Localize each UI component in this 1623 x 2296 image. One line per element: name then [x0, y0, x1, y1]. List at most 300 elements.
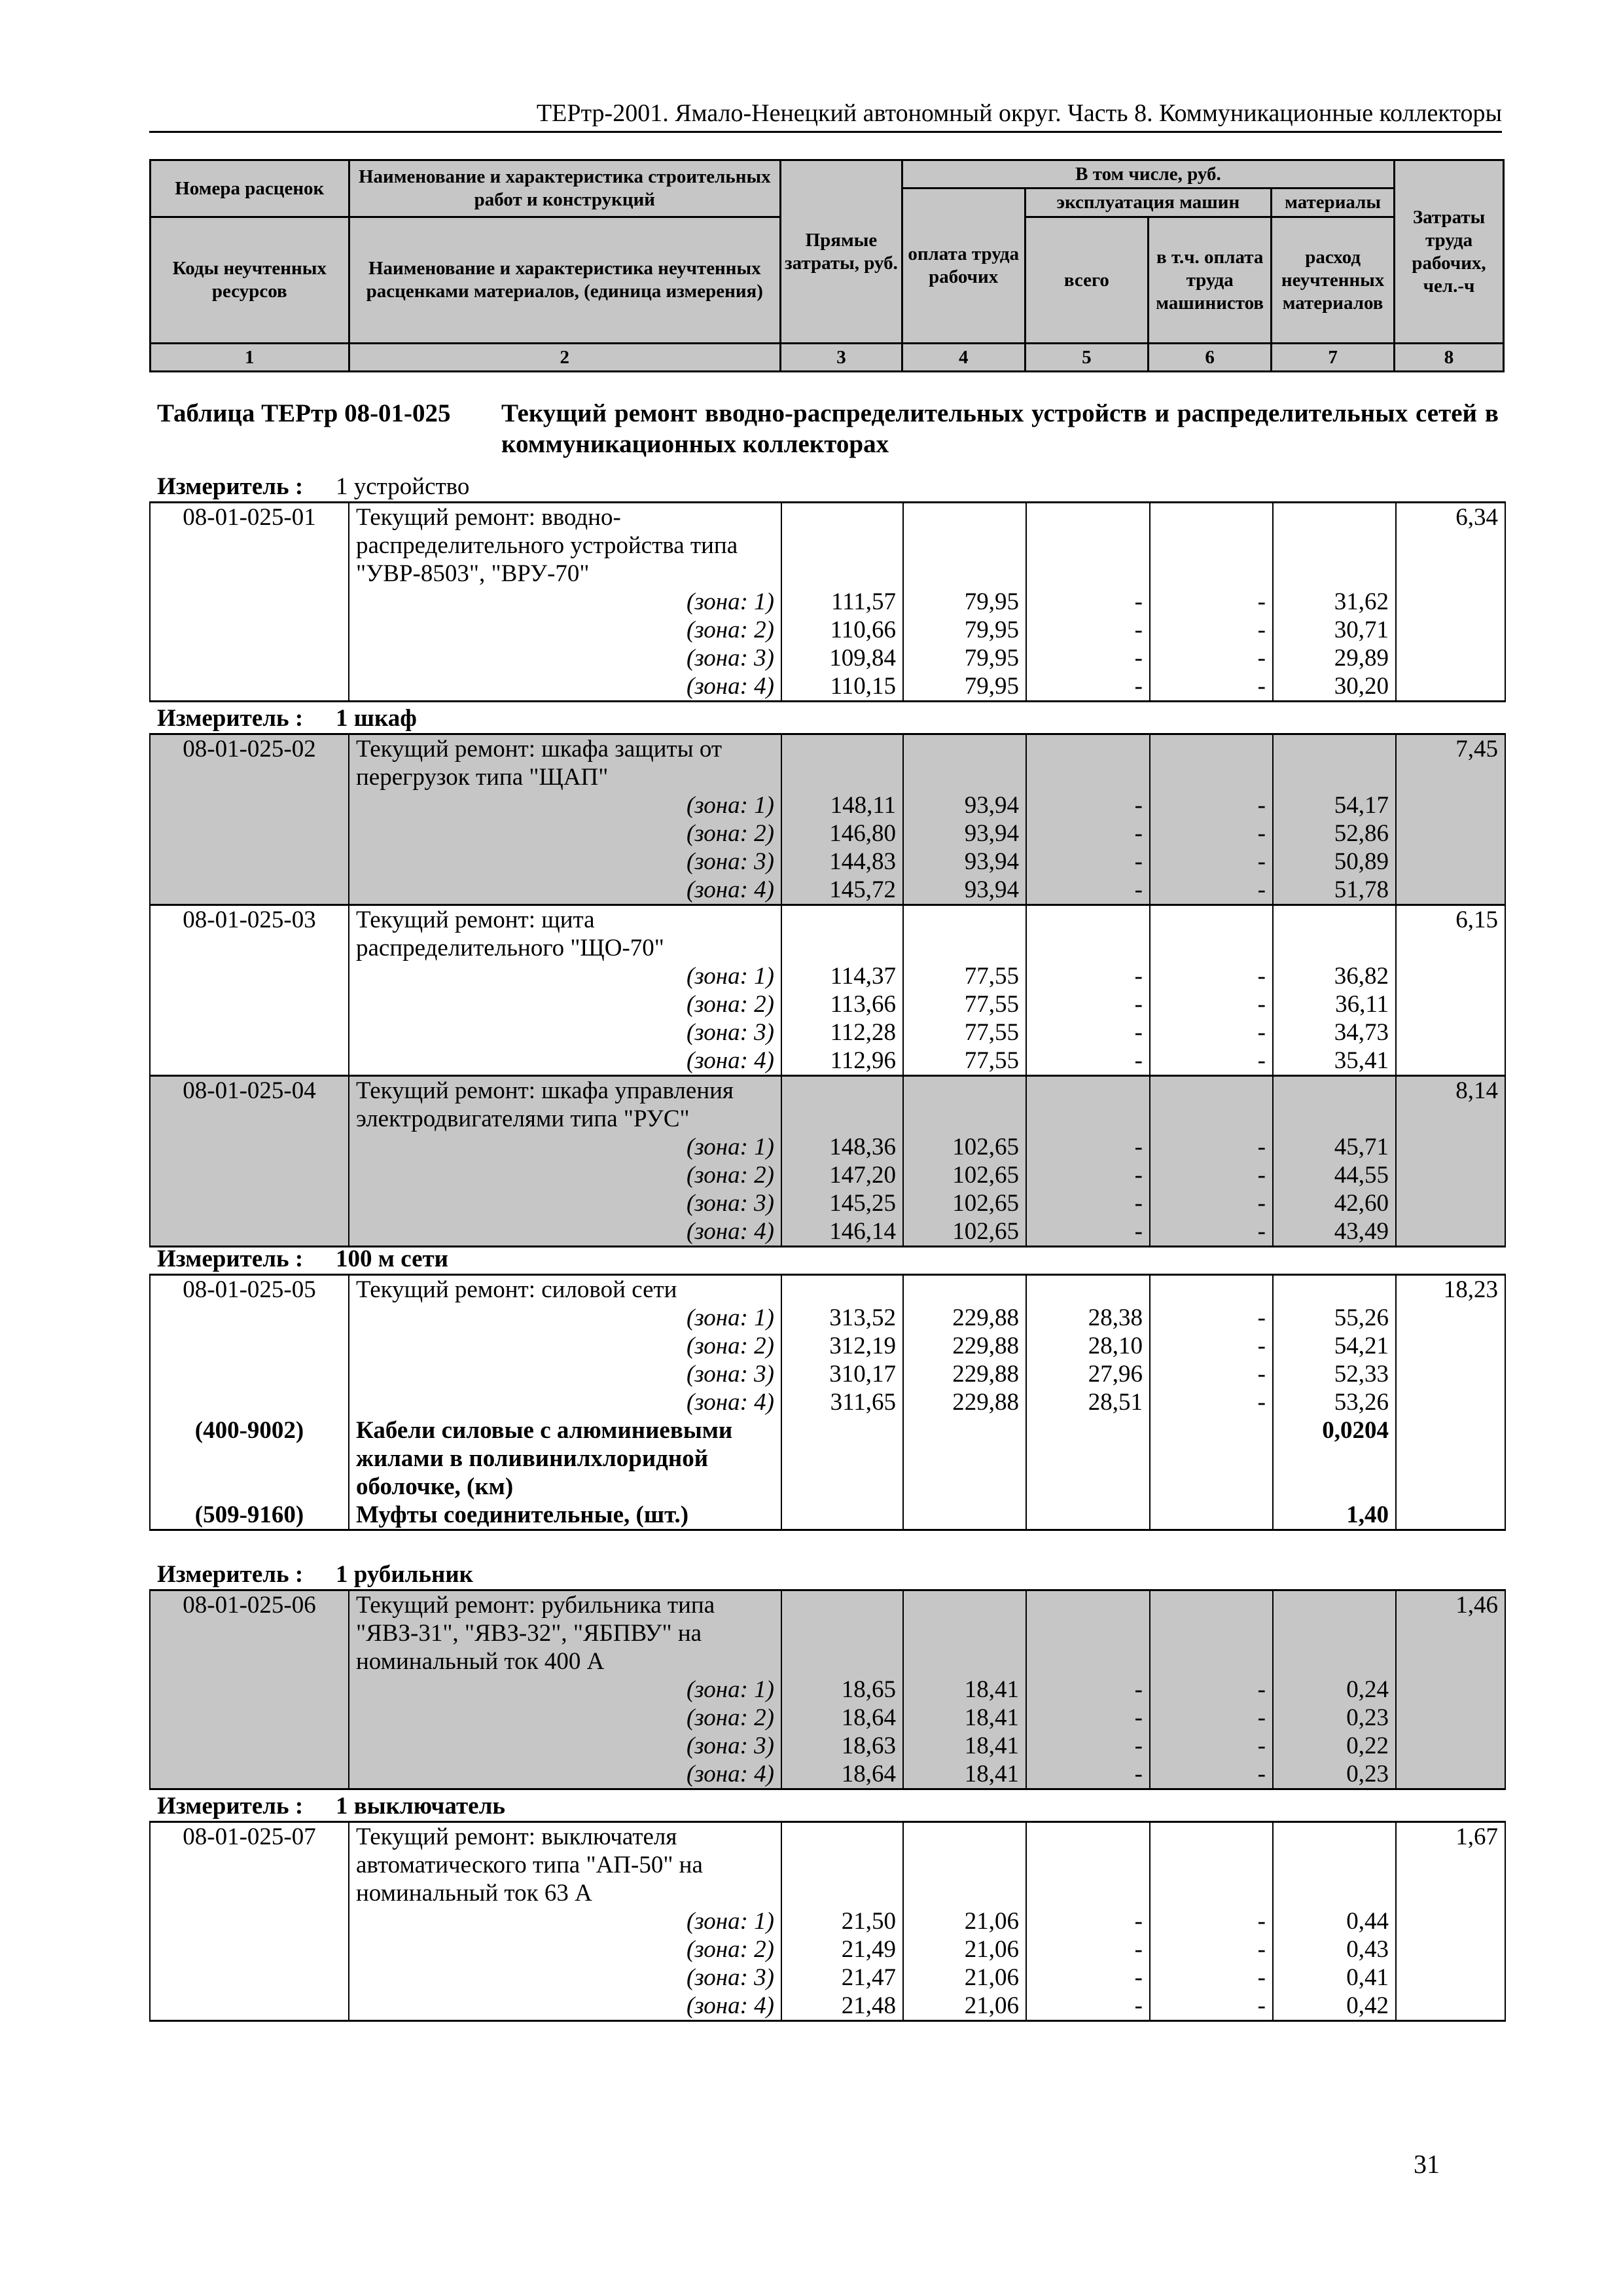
measure-label: Измеритель :: [157, 705, 304, 732]
column-number: 6: [1149, 344, 1272, 372]
measure-label: Измеритель :: [157, 1793, 304, 1820]
materials-cost: 0,41: [1273, 1964, 1396, 1992]
direct-cost: 110,15: [781, 672, 903, 702]
worker-pay: 21,06: [903, 1964, 1026, 1992]
machines-total: -: [1026, 588, 1150, 616]
materials-cost: 30,71: [1273, 616, 1396, 644]
machinist-pay: -: [1150, 1760, 1273, 1789]
resource-row: [150, 1501, 1505, 1530]
table-row: [150, 1105, 1505, 1133]
rate-description: распределительного "ЩО-70": [349, 934, 781, 962]
materials-cost: 54,21: [1273, 1332, 1396, 1360]
zone-row: [150, 644, 1505, 672]
machinist-pay: -: [1150, 1964, 1273, 1992]
resource-row: [150, 1416, 1505, 1444]
direct-cost: 18,64: [781, 1760, 903, 1789]
materials-cost: 36,11: [1273, 990, 1396, 1018]
col1-bottom-header: Коды неучтенных ресурсов: [151, 217, 349, 344]
machines-total: -: [1026, 1047, 1150, 1076]
column-number: 8: [1395, 344, 1504, 372]
machinist-pay: -: [1150, 1907, 1273, 1935]
col2-top-header: Наименование и характеристика строительных работ и конструкций: [349, 160, 781, 217]
zone-label: (зона: 2): [349, 1704, 781, 1732]
zone-row: [150, 990, 1505, 1018]
column-header-table: [149, 159, 1505, 372]
rate-description: Текущий ремонт: выключателя: [349, 1822, 781, 1852]
zone-label: (зона: 3): [349, 848, 781, 876]
machines-total: -: [1026, 672, 1150, 702]
direct-cost: 21,49: [781, 1935, 903, 1964]
rate-block-02-04: [149, 733, 1506, 1247]
rate-description: номинальный ток 400 А: [349, 1647, 781, 1676]
col2-bottom-header: Наименование и характеристика неучтенных расценками материалов, (единица измерения): [349, 217, 781, 344]
direct-cost: 18,63: [781, 1732, 903, 1760]
resource-code: (509-9160): [150, 1501, 349, 1530]
rate-block-01: [149, 501, 1506, 702]
machines-total: -: [1026, 1964, 1150, 1992]
zone-row: [150, 1161, 1505, 1189]
zone-label: (зона: 1): [349, 588, 781, 616]
zone-label: (зона: 3): [349, 1018, 781, 1047]
machinist-pay: -: [1150, 1018, 1273, 1047]
zone-row: [150, 1360, 1505, 1388]
resource-description: жилами в поливинилхлоридной: [349, 1444, 781, 1473]
direct-cost: 112,28: [781, 1018, 903, 1047]
measure-unit: 1 шкаф: [336, 705, 417, 732]
page-number: 31: [1414, 2149, 1440, 2179]
col6-header: в т.ч. оплата труда машинистов: [1149, 217, 1272, 344]
rate-code: 08-01-025-03: [150, 905, 349, 935]
resource-row: [150, 1444, 1505, 1473]
worker-pay: 102,65: [903, 1133, 1026, 1161]
direct-cost: 313,52: [781, 1304, 903, 1332]
machinist-pay: -: [1150, 1161, 1273, 1189]
machines-total: -: [1026, 616, 1150, 644]
rate-code: 08-01-025-07: [150, 1822, 349, 1852]
zone-row: [150, 1189, 1505, 1217]
machinist-pay: -: [1150, 672, 1273, 702]
measure-row: [157, 473, 470, 501]
measure-row: [157, 704, 417, 733]
machinist-pay: -: [1150, 876, 1273, 905]
direct-cost: 110,66: [781, 616, 903, 644]
machines-total: -: [1026, 644, 1150, 672]
worker-pay: 93,94: [903, 848, 1026, 876]
rate-code: 08-01-025-01: [150, 503, 349, 532]
worker-pay: 21,06: [903, 1992, 1026, 2021]
direct-cost: 21,47: [781, 1964, 903, 1992]
materials-cost: 50,89: [1273, 848, 1396, 876]
machinist-pay: -: [1150, 1304, 1273, 1332]
worker-pay: 79,95: [903, 644, 1026, 672]
rate-description: Текущий ремонт: силовой сети: [349, 1275, 781, 1304]
measure-unit: 100 м сети: [336, 1246, 448, 1272]
zone-label: (зона: 3): [349, 1964, 781, 1992]
resource-consumption: 0,0204: [1273, 1416, 1396, 1444]
machines-total: -: [1026, 1704, 1150, 1732]
zone-label: (зона: 4): [349, 1217, 781, 1247]
col7-header: расход неучтенных материалов: [1272, 217, 1395, 344]
direct-cost: 145,72: [781, 876, 903, 905]
resource-description: Кабели силовые с алюминиевыми: [349, 1416, 781, 1444]
zone-row: [150, 1907, 1505, 1935]
including-header: В том числе, руб.: [902, 160, 1394, 188]
machinist-pay: -: [1150, 791, 1273, 819]
worker-pay: 77,55: [903, 990, 1026, 1018]
machines-total: -: [1026, 1018, 1150, 1047]
materials-cost: 45,71: [1273, 1133, 1396, 1161]
direct-cost: 18,64: [781, 1704, 903, 1732]
measure-row: [157, 1792, 505, 1821]
table-row: [150, 1851, 1505, 1879]
machines-total: -: [1026, 1935, 1150, 1964]
direct-cost: 312,19: [781, 1332, 903, 1360]
zone-row: [150, 1760, 1505, 1789]
col3-header: Прямые затраты, руб.: [781, 160, 902, 344]
machines-total: -: [1026, 1992, 1150, 2021]
zone-label: (зона: 3): [349, 644, 781, 672]
rate-description: перегрузок типа "ЩАП": [349, 763, 781, 791]
zone-row: [150, 962, 1505, 990]
zone-label: (зона: 3): [349, 1189, 781, 1217]
zone-row: [150, 1935, 1505, 1964]
machines-total: -: [1026, 1760, 1150, 1789]
machines-total: -: [1026, 1907, 1150, 1935]
resource-code: (400-9002): [150, 1416, 349, 1444]
machinist-pay: -: [1150, 1133, 1273, 1161]
rate-code: 08-01-025-04: [150, 1076, 349, 1105]
direct-cost: 144,83: [781, 848, 903, 876]
machinist-pay: -: [1150, 1935, 1273, 1964]
worker-pay: 229,88: [903, 1304, 1026, 1332]
rate-description: автоматического типа "АП-50" на: [349, 1851, 781, 1879]
rate-description: "ЯВЗ-31", "ЯВЗ-32", "ЯБПВУ" на: [349, 1619, 781, 1647]
table-row: [150, 560, 1505, 588]
table-row: [150, 1275, 1505, 1304]
direct-cost: 146,14: [781, 1217, 903, 1247]
zone-label: (зона: 4): [349, 1047, 781, 1076]
machines-header: эксплуатация машин: [1025, 188, 1272, 217]
materials-cost: 34,73: [1273, 1018, 1396, 1047]
machinist-pay: -: [1150, 1388, 1273, 1416]
worker-pay: 102,65: [903, 1189, 1026, 1217]
materials-cost: 0,44: [1273, 1907, 1396, 1935]
measure-row: [157, 1560, 473, 1589]
direct-cost: 18,65: [781, 1676, 903, 1704]
machines-total: -: [1026, 1189, 1150, 1217]
zone-label: (зона: 4): [349, 1760, 781, 1789]
column-number: 3: [781, 344, 902, 372]
worker-pay: 77,55: [903, 962, 1026, 990]
table-row: [150, 531, 1505, 560]
rate-description: Текущий ремонт: вводно-: [349, 503, 781, 532]
machinist-pay: -: [1150, 962, 1273, 990]
worker-pay: 18,41: [903, 1704, 1026, 1732]
zone-row: [150, 588, 1505, 616]
zone-row: [150, 672, 1505, 702]
machines-total: -: [1026, 990, 1150, 1018]
direct-cost: 111,57: [781, 588, 903, 616]
resource-description: оболочке, (км): [349, 1473, 781, 1501]
labor-cost: 8,14: [1396, 1076, 1505, 1105]
machines-total: -: [1026, 962, 1150, 990]
worker-pay: 229,88: [903, 1332, 1026, 1360]
zone-label: (зона: 3): [349, 1732, 781, 1760]
zone-label: (зона: 1): [349, 791, 781, 819]
machinist-pay: -: [1150, 1217, 1273, 1247]
materials-cost: 0,43: [1273, 1935, 1396, 1964]
direct-cost: 145,25: [781, 1189, 903, 1217]
direct-cost: 114,37: [781, 962, 903, 990]
worker-pay: 93,94: [903, 876, 1026, 905]
materials-cost: 31,62: [1273, 588, 1396, 616]
rate-code: 08-01-025-05: [150, 1275, 349, 1304]
materials-cost: 0,22: [1273, 1732, 1396, 1760]
col4-header: оплата труда рабочих: [902, 188, 1025, 344]
rate-block-07: [149, 1821, 1506, 2022]
rate-description: распределительного устройства типа: [349, 531, 781, 560]
direct-cost: 21,48: [781, 1992, 903, 2021]
materials-cost: 52,86: [1273, 819, 1396, 848]
machinist-pay: -: [1150, 1189, 1273, 1217]
table-row: [150, 1647, 1505, 1676]
table-row: [150, 905, 1505, 935]
machines-total: -: [1026, 1133, 1150, 1161]
machinist-pay: -: [1150, 848, 1273, 876]
measure-row: [157, 1245, 448, 1274]
worker-pay: 18,41: [903, 1760, 1026, 1789]
materials-cost: 0,23: [1273, 1760, 1396, 1789]
table-code: Таблица ТЕРтр 08-01-025: [157, 399, 451, 427]
zone-label: (зона: 3): [349, 1360, 781, 1388]
rate-code: 08-01-025-06: [150, 1590, 349, 1620]
table-row: [150, 1590, 1505, 1620]
zone-row: [150, 1332, 1505, 1360]
zone-row: [150, 1217, 1505, 1247]
worker-pay: 93,94: [903, 819, 1026, 848]
column-number: 4: [902, 344, 1025, 372]
col5-header: всего: [1025, 217, 1149, 344]
materials-cost: 42,60: [1273, 1189, 1396, 1217]
machines-total: 27,96: [1026, 1360, 1150, 1388]
measure-label: Измеритель :: [157, 1561, 304, 1588]
machines-total: -: [1026, 876, 1150, 905]
direct-cost: 310,17: [781, 1360, 903, 1388]
table-row: [150, 763, 1505, 791]
worker-pay: 229,88: [903, 1388, 1026, 1416]
col1-top-header: Номера расценок: [151, 160, 349, 217]
machinist-pay: -: [1150, 644, 1273, 672]
zone-row: [150, 1018, 1505, 1047]
zone-label: (зона: 4): [349, 672, 781, 702]
table-row: [150, 1879, 1505, 1907]
materials-cost: 54,17: [1273, 791, 1396, 819]
direct-cost: 21,50: [781, 1907, 903, 1935]
worker-pay: 18,41: [903, 1676, 1026, 1704]
machinist-pay: -: [1150, 1992, 1273, 2021]
zone-label: (зона: 2): [349, 1332, 781, 1360]
measure-unit: 1 устройство: [336, 473, 470, 500]
zone-label: (зона: 2): [349, 1161, 781, 1189]
table-row: [150, 934, 1505, 962]
zone-row: [150, 1133, 1505, 1161]
col8-header: Затраты труда рабочих, чел.-ч: [1395, 160, 1504, 344]
zone-row: [150, 848, 1505, 876]
zone-row: [150, 1676, 1505, 1704]
worker-pay: 77,55: [903, 1047, 1026, 1076]
machines-total: -: [1026, 848, 1150, 876]
machines-total: -: [1026, 1676, 1150, 1704]
worker-pay: 77,55: [903, 1018, 1026, 1047]
rate-description: номинальный ток 63 А: [349, 1879, 781, 1907]
worker-pay: 79,95: [903, 588, 1026, 616]
table-name: Текущий ремонт вводно-распределительных устройств и распределительных сетей в коммуникационных коллекторах: [501, 399, 1499, 458]
table-row: [150, 734, 1505, 764]
zone-label: (зона: 1): [349, 1676, 781, 1704]
machinist-pay: -: [1150, 616, 1273, 644]
table-row: [150, 1619, 1505, 1647]
rate-description: электродвигателями типа "РУС": [349, 1105, 781, 1133]
machinist-pay: -: [1150, 1047, 1273, 1076]
column-number: 5: [1025, 344, 1149, 372]
zone-label: (зона: 1): [349, 962, 781, 990]
zone-row: [150, 876, 1505, 905]
column-number: 1: [151, 344, 349, 372]
running-header: ТЕРтр-2001. Ямало-Ненецкий автономный округ. Часть 8. Коммуникационные коллекторы: [149, 98, 1502, 133]
worker-pay: 102,65: [903, 1161, 1026, 1189]
materials-cost: 29,89: [1273, 644, 1396, 672]
labor-cost: 7,45: [1396, 734, 1505, 764]
labor-cost: 6,15: [1396, 905, 1505, 935]
rate-block-05: [149, 1274, 1506, 1531]
materials-header: материалы: [1272, 188, 1395, 217]
worker-pay: 21,06: [903, 1907, 1026, 1935]
materials-cost: 43,49: [1273, 1217, 1396, 1247]
rate-description: Текущий ремонт: рубильника типа: [349, 1590, 781, 1620]
zone-row: [150, 1704, 1505, 1732]
rate-block-06: [149, 1589, 1506, 1790]
machinist-pay: -: [1150, 1676, 1273, 1704]
direct-cost: 311,65: [781, 1388, 903, 1416]
zone-label: (зона: 2): [349, 990, 781, 1018]
direct-cost: 112,96: [781, 1047, 903, 1076]
table-title: [157, 398, 1499, 459]
direct-cost: 147,20: [781, 1161, 903, 1189]
labor-cost: 1,67: [1396, 1822, 1505, 1852]
zone-row: [150, 1304, 1505, 1332]
machinist-pay: -: [1150, 1704, 1273, 1732]
machinist-pay: -: [1150, 1360, 1273, 1388]
zone-label: (зона: 1): [349, 1304, 781, 1332]
worker-pay: 79,95: [903, 616, 1026, 644]
machinist-pay: -: [1150, 588, 1273, 616]
zone-label: (зона: 1): [349, 1907, 781, 1935]
direct-cost: 146,80: [781, 819, 903, 848]
column-number: 7: [1272, 344, 1395, 372]
zone-row: [150, 1732, 1505, 1760]
direct-cost: 148,11: [781, 791, 903, 819]
direct-cost: 109,84: [781, 644, 903, 672]
zone-label: (зона: 1): [349, 1133, 781, 1161]
worker-pay: 102,65: [903, 1217, 1026, 1247]
table-row: [150, 1822, 1505, 1852]
direct-cost: 148,36: [781, 1133, 903, 1161]
labor-cost: 6,34: [1396, 503, 1505, 532]
machines-total: 28,10: [1026, 1332, 1150, 1360]
zone-row: [150, 1992, 1505, 2021]
materials-cost: 0,24: [1273, 1676, 1396, 1704]
rate-description: Текущий ремонт: шкафа управления: [349, 1076, 781, 1105]
materials-cost: 0,42: [1273, 1992, 1396, 2021]
table-row: [150, 503, 1505, 532]
zone-row: [150, 616, 1505, 644]
machinist-pay: -: [1150, 990, 1273, 1018]
zone-row: [150, 1047, 1505, 1076]
materials-cost: 30,20: [1273, 672, 1396, 702]
materials-cost: 44,55: [1273, 1161, 1396, 1189]
machinist-pay: -: [1150, 1732, 1273, 1760]
zone-label: (зона: 2): [349, 616, 781, 644]
column-number: 2: [349, 344, 781, 372]
measure-label: Измеритель :: [157, 473, 304, 500]
materials-cost: 53,26: [1273, 1388, 1396, 1416]
materials-cost: 0,23: [1273, 1704, 1396, 1732]
machinist-pay: -: [1150, 1332, 1273, 1360]
rate-description: Текущий ремонт: шкафа защиты от: [349, 734, 781, 764]
resource-row: [150, 1473, 1505, 1501]
machines-total: 28,51: [1026, 1388, 1150, 1416]
measure-unit: 1 выключатель: [336, 1793, 505, 1820]
materials-cost: 51,78: [1273, 876, 1396, 905]
machines-total: -: [1026, 819, 1150, 848]
machines-total: -: [1026, 1217, 1150, 1247]
worker-pay: 21,06: [903, 1935, 1026, 1964]
resource-description: Муфты соединительные, (шт.): [349, 1501, 781, 1530]
resource-consumption: 1,40: [1273, 1501, 1396, 1530]
worker-pay: 79,95: [903, 672, 1026, 702]
zone-label: (зона: 2): [349, 1935, 781, 1964]
machines-total: -: [1026, 791, 1150, 819]
zone-row: [150, 819, 1505, 848]
table-row: [150, 1076, 1505, 1105]
materials-cost: 36,82: [1273, 962, 1396, 990]
worker-pay: 229,88: [903, 1360, 1026, 1388]
materials-cost: 52,33: [1273, 1360, 1396, 1388]
rate-description: "УВР-8503", "ВРУ-70": [349, 560, 781, 588]
materials-cost: 35,41: [1273, 1047, 1396, 1076]
worker-pay: 93,94: [903, 791, 1026, 819]
zone-row: [150, 1388, 1505, 1416]
zone-row: [150, 1964, 1505, 1992]
zone-row: [150, 791, 1505, 819]
zone-label: (зона: 2): [349, 819, 781, 848]
zone-label: (зона: 4): [349, 876, 781, 905]
materials-cost: 55,26: [1273, 1304, 1396, 1332]
labor-cost: 1,46: [1396, 1590, 1505, 1620]
machines-total: -: [1026, 1161, 1150, 1189]
machinist-pay: -: [1150, 819, 1273, 848]
zone-label: (зона: 4): [349, 1992, 781, 2021]
direct-cost: 113,66: [781, 990, 903, 1018]
worker-pay: 18,41: [903, 1732, 1026, 1760]
machines-total: -: [1026, 1732, 1150, 1760]
rate-description: Текущий ремонт: щита: [349, 905, 781, 935]
zone-label: (зона: 4): [349, 1388, 781, 1416]
measure-unit: 1 рубильник: [336, 1561, 473, 1588]
machines-total: 28,38: [1026, 1304, 1150, 1332]
labor-cost: 18,23: [1396, 1275, 1505, 1304]
measure-label: Измеритель :: [157, 1246, 304, 1272]
